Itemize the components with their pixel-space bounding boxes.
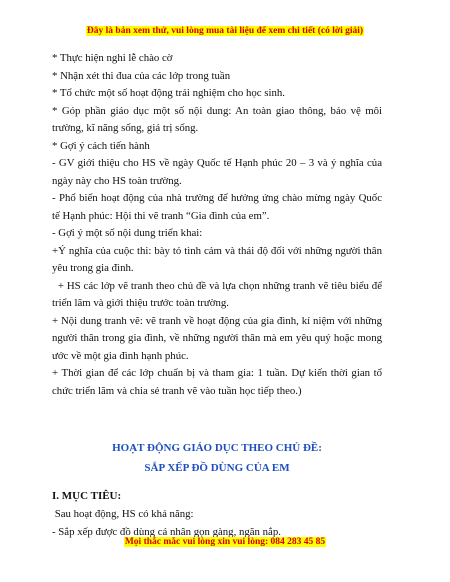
preview-banner-text: Đây là bản xem thử, vui lòng mua tài liệu để xem chi tiết (có lời giải) (86, 26, 364, 36)
body-line: + HS các lớp vẽ tranh theo chủ đề và lựa chọn những tranh vẽ tiêu biểu để triển lãm và giới thiệu trước toàn trường. (52, 279, 385, 309)
contact-banner (0, 537, 450, 547)
body-line: +Ý nghĩa của cuộc thi: bày tỏ tình cảm và thái độ đối với những người thân yêu trong gia đình. (52, 244, 382, 274)
body-line: - Gợi ý một số nội dung triển khai: (52, 227, 203, 239)
activity-heading: HOẠT ĐỘNG GIÁO DỤC THEO CHỦ ĐỀ: (112, 442, 322, 454)
preview-banner (0, 26, 450, 36)
section-title: I. MỤC TIÊU: (52, 490, 122, 502)
body-line: * Nhận xét thi đua của các lớp trong tuần (52, 69, 231, 82)
body-line: - Sắp xếp được đồ dùng cá nhân gọn gàng, ngăn nắp. (52, 525, 281, 538)
body-line: + Nội dung tranh vẽ: vẽ tranh về hoạt động của gia đình, kỉ niệm với những người thân trong gia đình, về những người thân mà em yêu quý hoặc mong ước về một gia đình hạnh phúc. (52, 314, 382, 362)
body-line: * Gợi ý cách tiến hành (52, 139, 150, 152)
document-body (52, 50, 385, 541)
body-line: Sau hoạt động, HS có khả năng: (52, 508, 194, 520)
body-line: * Thực hiện nghi lễ chào cờ (52, 52, 173, 64)
body-line: + Thời gian để các lớp chuẩn bị và tham gia: 1 tuần. Dự kiến thời gian tổ chức triển lãm và chia sẻ tranh vẽ vào tuần học tiếp theo.) (52, 367, 382, 397)
body-line: - Phổ biến hoạt động của nhà trường để hưởng ứng chào mừng ngày Quốc tế Hạnh phúc: Hội thi vẽ tranh “Gia đình của em”. (52, 192, 382, 222)
body-line: * Tổ chức một số hoạt động trải nghiệm cho học sinh. (52, 87, 285, 99)
body-line: * Góp phần giáo dục một số nội dung: An toàn giao thông, bảo vệ môi trường, kĩ năng sống, giá trị sống. (52, 104, 382, 134)
contact-banner-text: Mọi thắc mắc vui lòng xin vui lòng: 084 283 45 85 (124, 537, 326, 547)
body-line: - GV giới thiệu cho HS về ngày Quốc tế Hạnh phúc 20 – 3 và ý nghĩa của ngày này cho HS toàn trường. (52, 157, 382, 187)
activity-subheading: SẮP XẾP ĐỒ DÙNG CỦA EM (144, 462, 290, 474)
